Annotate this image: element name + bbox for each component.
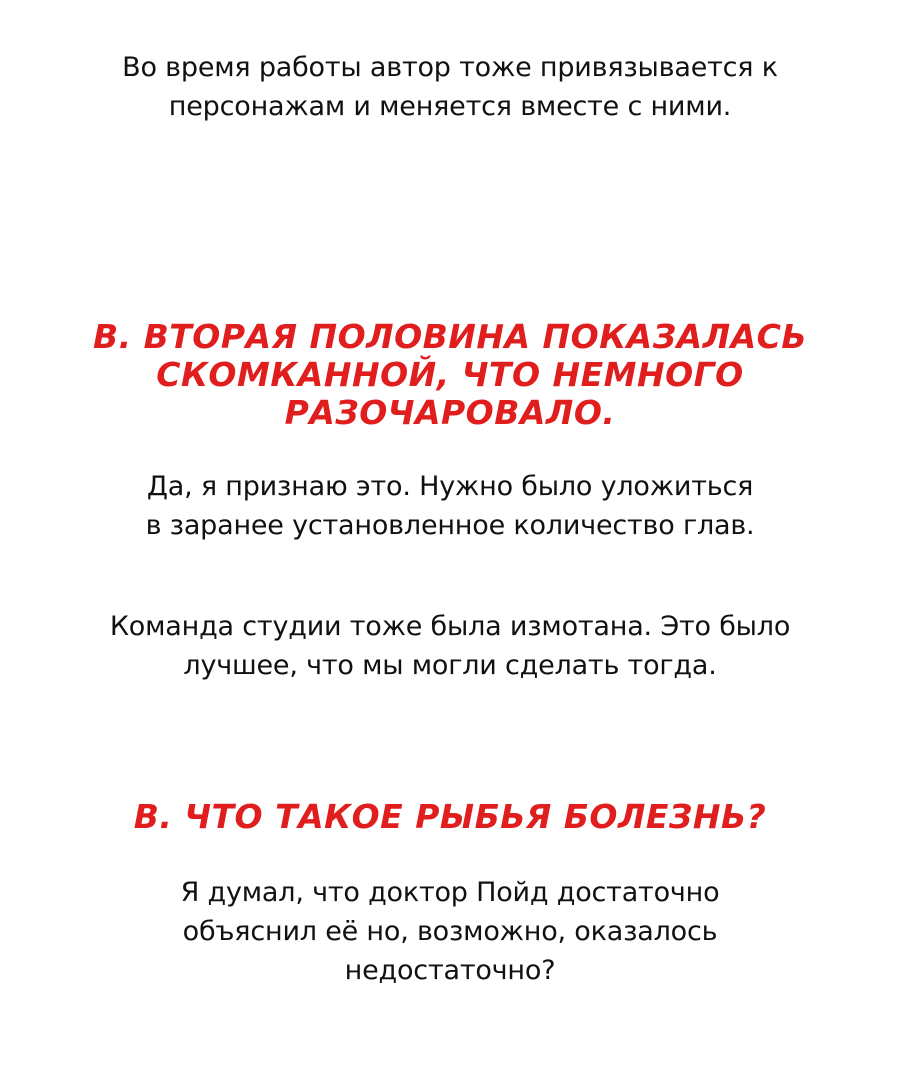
intro-line: персонажам и меняется вместе с ними. — [168, 91, 732, 122]
answer-2-paragraph — [0, 873, 900, 990]
answer-2-line: Я думал, что доктор Пойд достаточно — [180, 877, 720, 908]
answer-1-line: лучшее, что мы могли сделать тогда. — [183, 650, 717, 681]
question-1-line: В. ВТОРАЯ ПОЛОВИНА ПОКАЗАЛАСЬ — [92, 317, 808, 356]
answer-1-line: в заранее установленное количество глав. — [145, 510, 755, 541]
intro-paragraph — [0, 48, 900, 126]
answer-2-line: объяснил её но, возможно, оказалось — [182, 916, 718, 947]
question-2-line: В. ЧТО ТАКОЕ РЫБЬЯ БОЛЕЗНЬ? — [133, 797, 767, 836]
answer-1-line: Да, я признаю это. Нужно было уложиться — [146, 471, 754, 502]
answer-2-line: недостаточно? — [344, 955, 556, 986]
question-1-line: СКОМКАННОЙ, ЧТО НЕМНОГО — [156, 355, 744, 394]
answer-1-paragraph-2 — [0, 607, 900, 685]
intro-line: Во время работы автор тоже привязывается к — [122, 52, 778, 83]
question-1-heading — [0, 318, 900, 432]
question-1-line: РАЗОЧАРОВАЛО. — [284, 393, 616, 432]
question-2-heading — [0, 798, 900, 836]
answer-1-paragraph-1 — [0, 467, 900, 545]
answer-1-line: Команда студии тоже была измотана. Это было — [109, 611, 791, 642]
